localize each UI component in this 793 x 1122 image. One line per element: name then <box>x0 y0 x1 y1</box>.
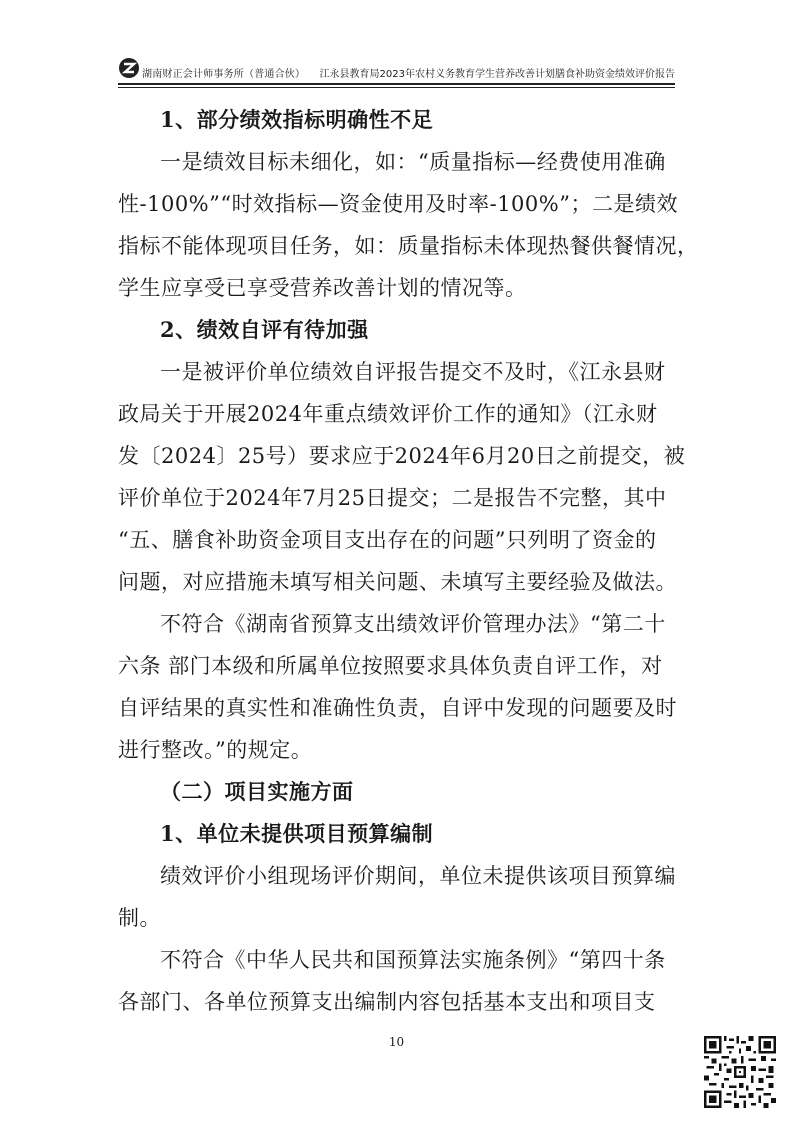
text-line: 六条 部门本级和所属单位按照要求具体负责自评工作，对 <box>118 654 663 678</box>
text-line: 进行整改。”的规定。 <box>118 738 313 762</box>
text-line: 政局关于开展2024年重点绩效评价工作的通知》（江永财 <box>118 402 658 426</box>
text-line: 不符合《湖南省预算支出绩效评价管理办法》“第二十 <box>160 612 666 636</box>
header-rule-thin <box>118 87 675 88</box>
firm-name: 湖南财正会计师事务所（普通合伙） <box>142 69 306 80</box>
page-header <box>118 56 675 82</box>
text-line: 问题，对应措施未填写相关问题、未填写主要经验及做法。 <box>118 570 677 594</box>
text-line: 一是绩效目标未细化，如：“质量指标—经费使用准确 <box>160 150 666 174</box>
text-line: 学生应享受已享受营养改善计划的情况等。 <box>118 276 527 300</box>
text-line: “五、膳食补助资金项目支出存在的问题”只列明了资金的 <box>118 528 657 552</box>
text-line: 制。 <box>118 906 161 930</box>
firm-logo-icon <box>118 57 140 79</box>
text-line: 绩效评价小组现场评价期间，单位未提供该项目预算编 <box>160 864 676 888</box>
subsection-heading: （二）项目实施方面 <box>160 779 354 804</box>
text-line: 不符合《中华人民共和国预算法实施条例》“第四十条 <box>160 948 666 972</box>
text-line: 自评结果的真实性和准确性负责，自评中发现的问题要及时 <box>118 696 677 720</box>
page-number: 10 <box>388 1035 405 1049</box>
qr-code-icon <box>704 1036 776 1108</box>
section-heading: 1、单位未提供项目预算编制 <box>160 821 434 846</box>
text-line: 一是被评价单位绩效自评报告提交不及时，《江永县财 <box>160 360 666 384</box>
report-title: 江永县教育局2023年农村义务教育学生营养改善计划膳食补助资金绩效评价报告 <box>319 69 675 80</box>
section-heading: 1、部分绩效指标明确性不足 <box>160 107 434 132</box>
text-line: 指标不能体现项目任务，如：质量指标未体现热餐供餐情况， <box>118 234 699 258</box>
text-line: 发〔2024〕25号）要求应于2024年6月20日之前提交，被 <box>118 444 686 468</box>
header-rule-thick <box>118 83 675 85</box>
section-heading: 2、绩效自评有待加强 <box>160 317 369 342</box>
text-line: 各部门、各单位预算支出编制内容包括基本支出和项目支 <box>118 990 656 1014</box>
text-line: 评价单位于2024年7月25日提交；二是报告不完整，其中 <box>118 486 667 510</box>
text-line: 性-100%”“时效指标—资金使用及时率-100%”；二是绩效 <box>118 192 678 216</box>
